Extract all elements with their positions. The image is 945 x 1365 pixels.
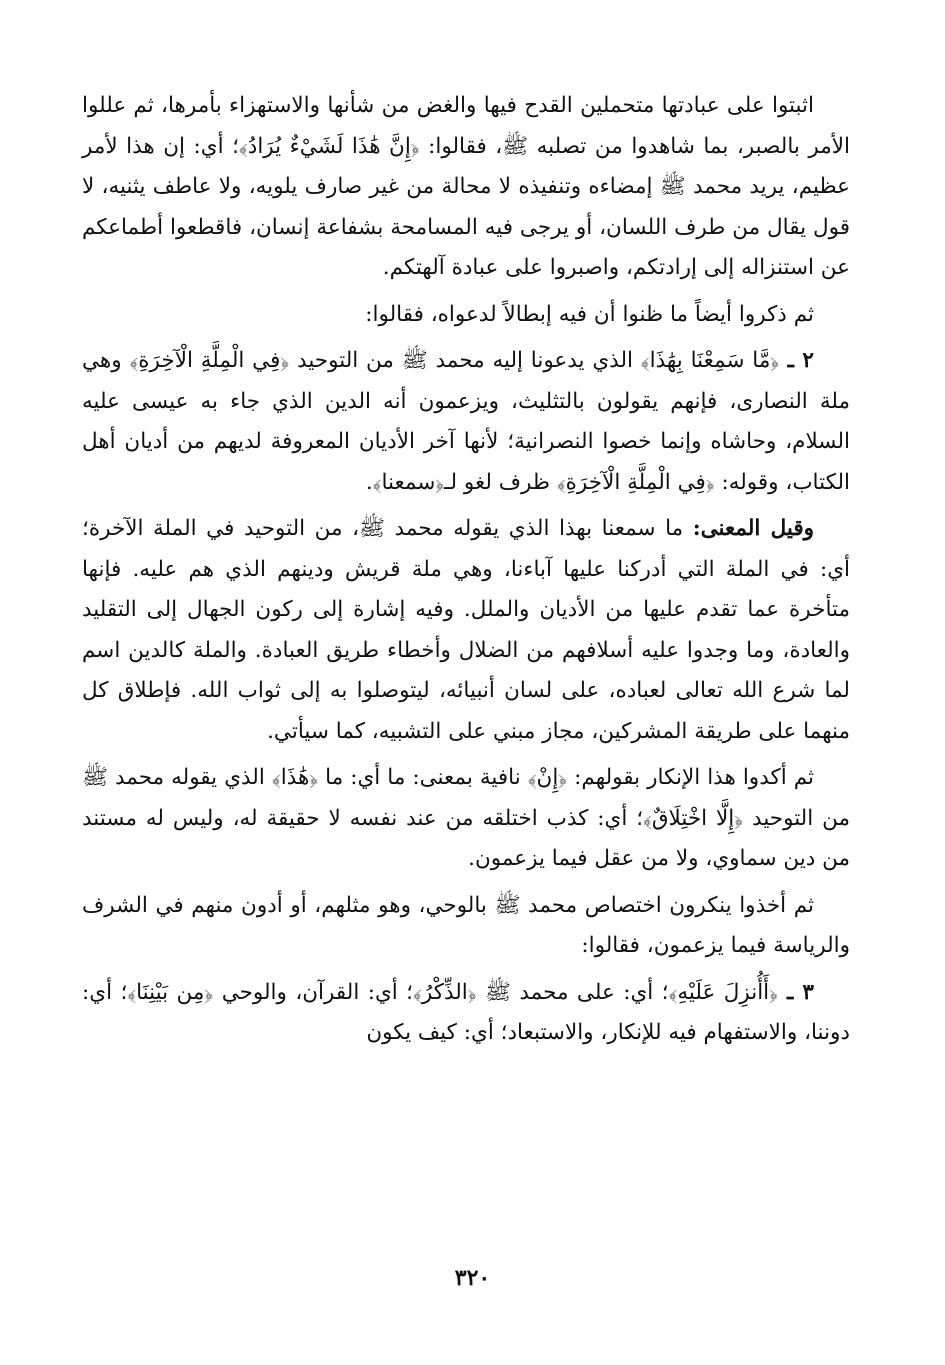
paragraph-5-text: ثم أكدوا هذا الإنكار بقولهم: ﴿إِنْ﴾ نافية بمعنى: ما أي: ما ﴿هَٰذَا﴾ الذي يقوله محمد ﷺ من التوحيد ﴿إِلَّا اخْتِلَاقٌ﴾؛ أي: كذب اختلقه من عند نفسه لا حقيقة له، وليس له مستند من دين سماوي، ولا من عقل فيما يزعمون. [82, 765, 850, 871]
paragraph-2-text: ثم ذكروا أيضاً ما ظنوا أن فيه إبطالاً لدعواه، فقالوا: [365, 301, 814, 327]
paragraph-1-text: اثبتوا على عبادتها متحملين القدح فيها والغض من شأنها والاستهزاء بأمرها، ثم عللوا الأمر بالصبر، بما شاهدوا من تصلبه ﷺ، فقالوا: ﴿إِنَّ هَٰذَا لَشَيْءٌ يُرَادُ﴾؛ أي: إن هذا لأمر عظيم، يريد محمد ﷺ إمضاءه وتنفيذه لا محالة من غير صارف يلويه، ولا عاطف يثنيه، لا قول يقال من طرف اللسان، أو يرجى فيه المسامحة بشفاعة إنسان، فاقطعوا أطماعكم عن استنزاله إلى إرادتكم، واصبروا على عبادة آلهتكم. [82, 93, 850, 280]
paragraph-2 [82, 295, 850, 336]
paragraph-4-lead: وقيل المعنى: [692, 516, 815, 541]
paragraph-3-text: ﴿مَّا سَمِعْنَا بِهَٰذَا﴾ الذي يدعونا إليه محمد ﷺ من التوحيد ﴿فِي الْمِلَّةِ الْآخِرَةِ﴾ وهي ملة النصارى، فإنهم يقولون بالتثليث، ويزعمون أنه الدين الذي جاء به عيسى عليه السلام، وحاشاه وإنما خصوا النصرانية؛ لأنها آخر الأديان المعروفة لديهم من أديان أهل الكتاب، وقوله: ﴿فِي الْمِلَّةِ الْآخِرَةِ﴾ ظرف لغو لـ﴿سمعنا﴾. [82, 348, 850, 495]
paragraph-3 [82, 341, 850, 503]
paragraph-6 [82, 886, 850, 967]
page-body [82, 86, 850, 1060]
page-number: ٣٢٠ [454, 1265, 491, 1291]
paragraph-5 [82, 758, 850, 880]
paragraph-4-text: ما سمعنا بهذا الذي يقوله محمد ﷺ، من التوحيد في الملة الآخرة؛ أي: في الملة التي أدركنا عليها آباءنا، وهي ملة قريش ودينهم الذي هم عليه. فإنها متأخرة عما تقدم عليها من الأديان والملل. وفيه إشارة إلى ركون الجهال إلى التقليد والعادة، وما وجدوا عليه أسلافهم من الضلال وأخطاء طريق العبادة. والملة كالدين اسم لما شرع الله تعالى لعباده، على لسان أنبيائه، ليتوصلوا به إلى ثواب الله. فإطلاق كل منهما على طريقة المشركين، مجاز مبني على التشبيه، كما سيأتي. [82, 516, 850, 744]
paragraph-7-text: ﴿أَأُنزِلَ عَلَيْهِ﴾؛ أي: على محمد ﷺ ﴿الذِّكْرُ﴾؛ أي: القرآن، والوحي ﴿مِن بَيْنِنَا﴾؛ أي: دوننا، والاستفهام فيه للإنكار، والاستبعاد؛ أي: كيف يكون [82, 979, 850, 1045]
paragraph-7 [82, 973, 850, 1054]
paragraph-6-text: ثم أخذوا ينكرون اختصاص محمد ﷺ بالوحي، وهو مثلهم، أو أدون منهم في الشرف والرياسة فيما يزعمون، فقالوا: [82, 892, 850, 958]
paragraph-4 [82, 509, 850, 752]
paragraph-3-number: ٢ ـ [779, 348, 814, 373]
paragraph-1 [82, 86, 850, 289]
paragraph-7-number: ٣ ـ [777, 979, 814, 1005]
